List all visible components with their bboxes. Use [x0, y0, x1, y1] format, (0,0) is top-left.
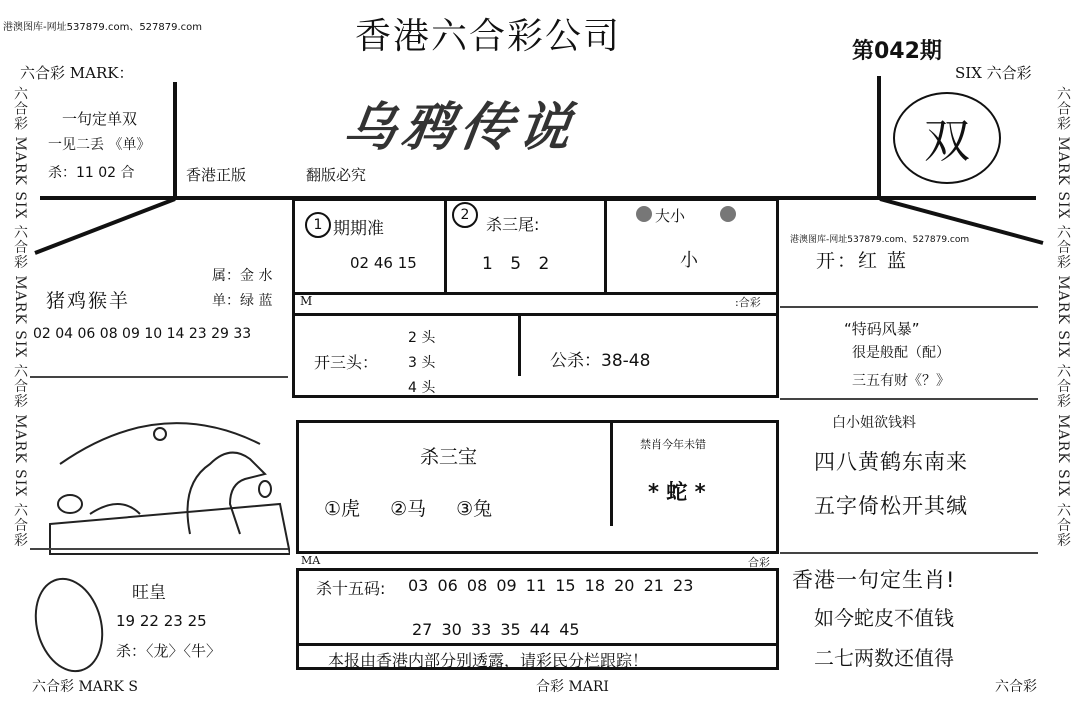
storm-line1: 很是般配（配）	[852, 345, 950, 361]
storm-line2: 三五有财《？》	[852, 373, 950, 389]
circled-number: ②	[390, 498, 408, 520]
three-head-list	[408, 326, 435, 401]
three-treasure-title: 杀三宝	[420, 446, 478, 468]
divider	[296, 643, 779, 646]
fifteen-label: 杀十五码:	[316, 579, 386, 598]
forbidden-note: 禁肖今年未错	[640, 438, 706, 451]
head-item: 3 头	[408, 355, 436, 371]
badge-one	[305, 212, 331, 238]
prosper-title: 旺皇	[132, 583, 166, 603]
accurate-numbers: 02 46 15	[350, 254, 417, 272]
badge-two-text: 2	[460, 207, 470, 223]
three-treasure-panel	[296, 420, 779, 554]
divider	[604, 198, 607, 293]
head-item: 4 头	[408, 380, 436, 396]
badge-two	[452, 202, 478, 228]
treasure-animal: 马	[407, 498, 427, 520]
prosper-numbers: 19 22 23 25	[116, 612, 207, 630]
single-double-line: 一见二丢 《单》	[48, 137, 151, 153]
divider	[518, 313, 521, 376]
three-treasure-list	[324, 494, 492, 521]
company-title: 香港六合彩公司	[355, 16, 622, 57]
single-double-title: 一句定单双	[62, 110, 138, 128]
side-mark-right: 六合彩 MARK SIX 六合彩 MARK SIX 六合彩 MARK SIX 六合彩	[1055, 86, 1071, 548]
divider	[292, 313, 779, 316]
treasure-item	[456, 494, 492, 521]
size-value: 小	[680, 250, 698, 271]
three-head-label: 开三头：	[314, 353, 379, 372]
divider	[444, 198, 447, 293]
public-kill: 公杀：38-48	[550, 351, 651, 371]
treasure-item	[390, 494, 426, 521]
fifteen-row2: 27 30 33 35 44 45	[412, 620, 580, 639]
bottom-mark-mid: 合彩 MARI	[536, 679, 609, 695]
fifteen-row1: 03 06 08 09 11 15 18 20 21 23	[408, 576, 694, 595]
divider	[780, 552, 1038, 554]
mark-fragment: M	[300, 294, 313, 308]
poem-title: 白小姐欲钱料	[832, 415, 916, 431]
mark-left: 六合彩 MARK：	[20, 64, 134, 82]
poem-line1: 四八黄鹤东南来	[814, 450, 968, 474]
treasure-item	[324, 494, 360, 521]
divider	[292, 292, 779, 295]
footer-note: 本报由香港内部分别透露，请彩民分栏跟踪！	[328, 651, 649, 670]
mark-fragment: :合彩	[735, 296, 761, 309]
circled-number: ③	[456, 498, 474, 520]
bottom-mark-right: 六合彩	[995, 679, 1037, 695]
divider	[30, 548, 288, 550]
copyright-warning: 翻版必究	[306, 166, 367, 184]
treasure-animal: 兔	[473, 498, 493, 520]
zodiac-element: 属：金 水	[212, 268, 273, 284]
size-title: 大小	[655, 207, 686, 225]
head-item: 2 头	[408, 330, 436, 346]
divider	[30, 376, 288, 378]
tail-title: 杀三尾:	[486, 215, 540, 234]
tail-numbers: 1 5 2	[482, 254, 556, 274]
divider	[780, 398, 1038, 400]
flower-icon	[720, 206, 736, 222]
circled-number: ①	[324, 498, 342, 520]
poem-line2: 五字倚松开其缄	[814, 494, 968, 518]
bottom-mark-left: 六合彩 MARK S	[32, 679, 138, 695]
zodiac-animals: 猪鸡猴羊	[46, 290, 131, 312]
zodiac-numbers: 02 04 06 08 09 10 14 23 29 33	[33, 326, 252, 342]
snake-value: * 蛇 *	[648, 480, 706, 504]
zodiac-color: 单：绿 蓝	[212, 293, 273, 309]
brand-logo: 乌鸦传说	[340, 97, 581, 158]
mark-fragment: MA	[301, 554, 321, 567]
zodiac-line1: 如今蛇皮不值钱	[814, 606, 954, 630]
badge-one-text: 1	[313, 217, 323, 233]
zodiac-line2: 二七两数还值得	[814, 646, 954, 670]
issue-number: 第042期	[852, 39, 942, 64]
mark-right: SIX 六合彩	[955, 64, 1032, 82]
treasure-animal: 虎	[341, 498, 361, 520]
divider	[610, 420, 613, 526]
divider	[780, 306, 1038, 308]
flower-icon	[636, 206, 652, 222]
double-char: 双	[924, 114, 970, 168]
side-mark-left: 六合彩 MARK SIX 六合彩 MARK SIX 六合彩 MARK SIX 六合彩	[12, 86, 28, 548]
accurate-title: 期期准	[333, 219, 384, 239]
mark-fragment: 合彩	[748, 556, 770, 569]
site-watermark-2: 港澳图库-网址537879.com、527879.com	[790, 235, 970, 245]
site-watermark: 港澳图库-网址537879.com、527879.com	[3, 22, 203, 33]
dinosaur-illustration	[40, 404, 290, 564]
prosper-kill: 杀：〈龙〉〈牛〉	[116, 642, 222, 660]
copyright-genuine: 香港正版	[186, 166, 247, 184]
zodiac-title: 香港一句定生肖!	[792, 568, 956, 592]
open-colors: 开：红 蓝	[816, 250, 909, 272]
storm-title: “特码风暴”	[844, 320, 920, 338]
single-double-kill: 杀：11 02 合	[48, 165, 135, 181]
